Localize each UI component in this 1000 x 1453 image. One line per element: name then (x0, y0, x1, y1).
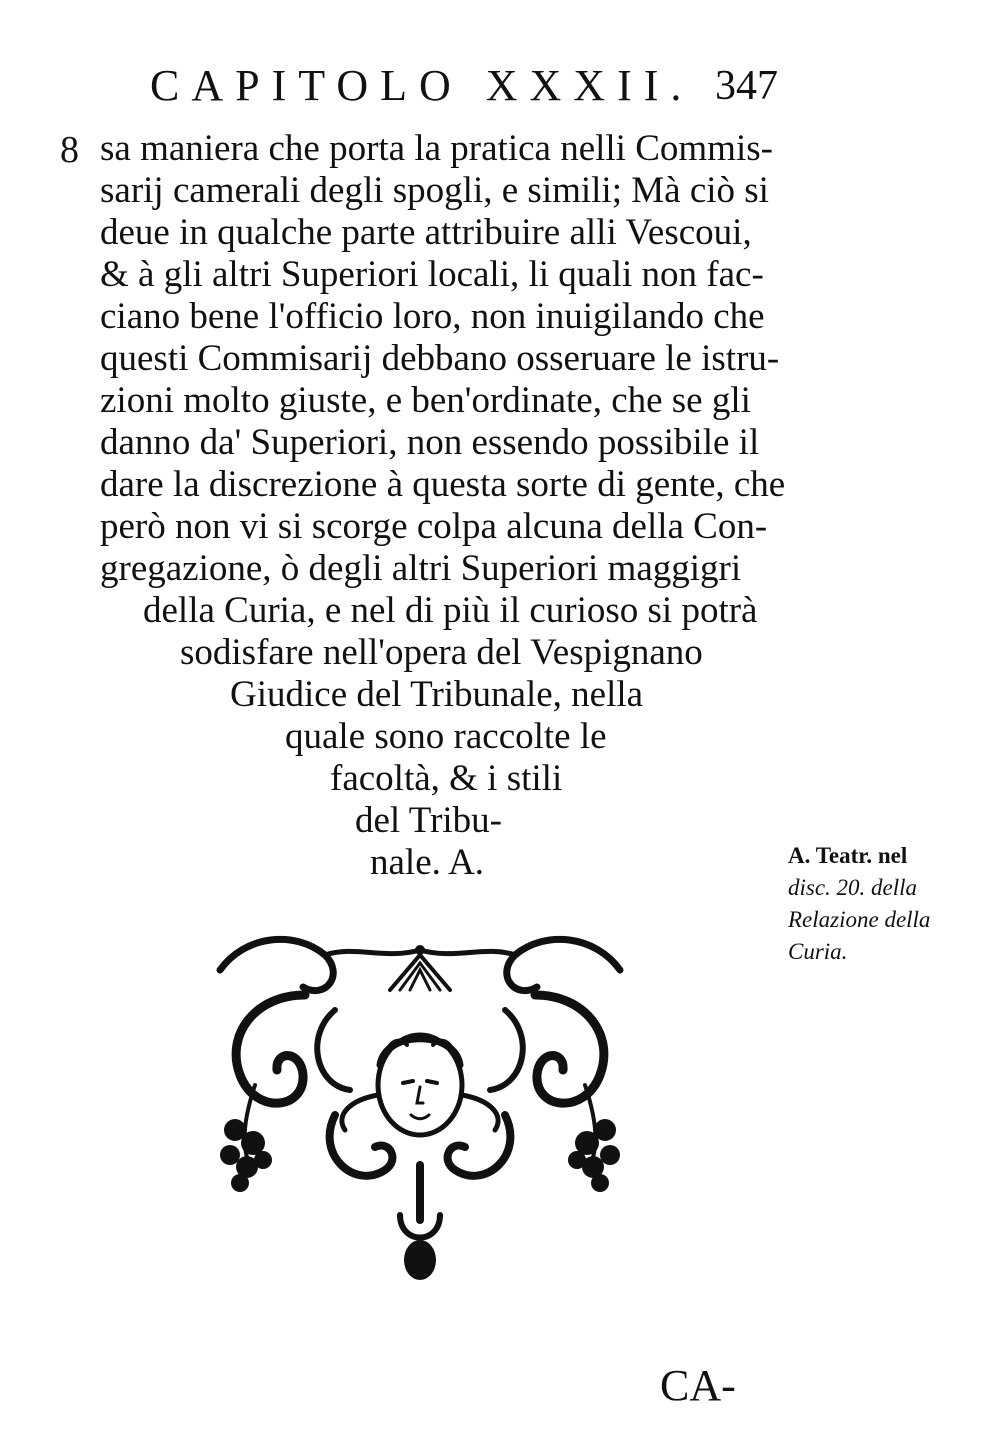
text-line: Giudice del Tribunale, nella (230, 674, 644, 715)
running-title: CAPITOLO XXXII. (150, 61, 694, 110)
text-line: zioni molto giuste, e ben'ordinate, che se gli (100, 380, 751, 421)
text-line: ciano bene l'officio loro, non inuigilando che (100, 296, 765, 337)
marginal-note-line: A. Teatr. nel (788, 843, 908, 868)
text-line: nale. A. (370, 842, 485, 883)
marginal-note (788, 840, 988, 968)
text-line: però non vi si scorge colpa alcuna della Con- (100, 506, 768, 547)
text-line: questi Commisarij debbano osseruare le istru- (100, 338, 780, 379)
text-line: del Tribu- (355, 800, 503, 841)
cherub-head-ornament-icon (185, 915, 655, 1285)
text-line: deue in qualche parte attribuire alli Vescoui, (100, 212, 752, 253)
text-line: quale sono raccolte le (285, 716, 607, 757)
page-header (150, 60, 800, 120)
text-line: dare la discrezione à questa sorte di gente, che (100, 464, 786, 505)
text-line: sa maniera che porta la pratica nelli Commis- (100, 128, 773, 169)
text-line: della Curia, e nel di più il curioso si potrà (143, 590, 758, 631)
text-line: sodisfare nell'opera del Vespignano (180, 632, 703, 673)
text-line: danno da' Superiori, non essendo possibile il (100, 422, 760, 463)
text-line: sarij camerali degli spogli, e simili; Mà ciò si (100, 170, 769, 211)
page-number: 347 (715, 63, 778, 109)
marginal-note-line: Curia. (788, 939, 848, 964)
text-line: facoltà, & i stili (330, 758, 563, 799)
marginal-note-line: disc. 20. della (788, 875, 918, 900)
text-line: & à gli altri Superiori locali, li quali non fac- (100, 254, 764, 295)
catchword: CA- (660, 1361, 736, 1410)
marginal-note-line: Relazione della (788, 907, 931, 932)
paragraph-number: 8 (60, 129, 79, 171)
text-line: gregazione, ò degli altri Superiori maggigri (100, 548, 742, 589)
